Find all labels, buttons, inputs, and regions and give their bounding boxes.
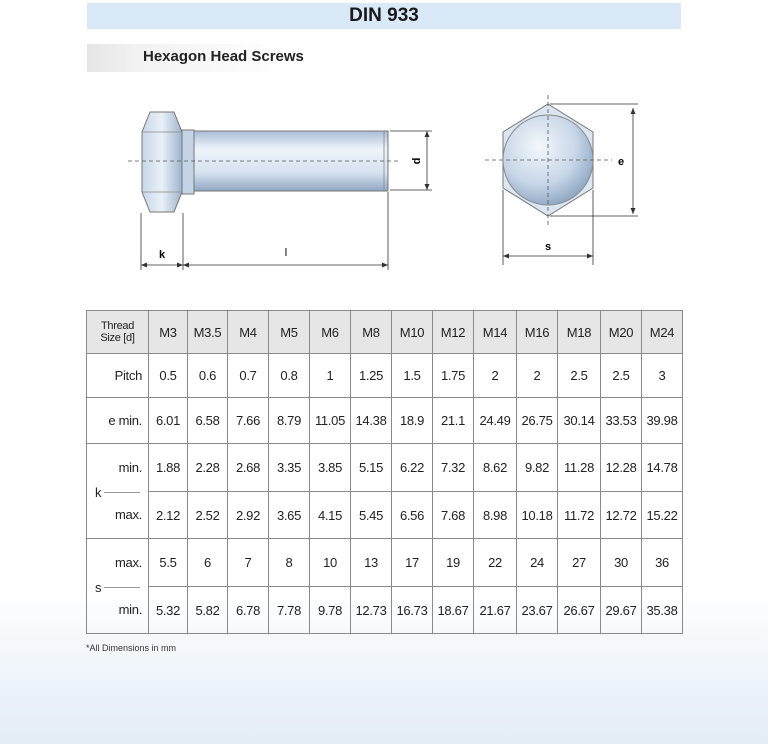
value-cell: 1.88 [149,444,188,492]
page-title: DIN 933 [87,3,681,29]
label-d: d [411,157,423,165]
value-cell: 2.5 [558,354,601,398]
table-row [87,398,683,444]
value-cell: 10.18 [517,492,558,539]
table-row [87,587,683,634]
table-header-row [87,311,683,354]
value-cell: 8.79 [269,398,310,444]
value-cell: 1.25 [351,354,392,398]
value-cell: 27 [558,539,601,587]
row-sublabel: min. [118,460,142,476]
header-size-cell: M3 [149,311,188,354]
row-sublabel: min. [118,602,142,618]
value-cell: 2 [474,354,517,398]
value-cell: 2.12 [149,492,188,539]
value-cell: 6.01 [149,398,188,444]
value-cell: 7.66 [228,398,269,444]
value-cell: 8 [269,539,310,587]
value-cell: 30 [601,539,642,587]
header-label-line1: Thread [100,320,135,332]
value-cell: 4.15 [310,492,351,539]
header-size-cell: M10 [392,311,433,354]
header-size-cell: M8 [351,311,392,354]
value-cell: 6 [188,539,228,587]
value-cell: 12.72 [601,492,642,539]
value-cell: 5.15 [351,444,392,492]
value-cell: 3 [642,354,683,398]
row-sublabel: max. [115,555,142,571]
value-cell: 11.28 [558,444,601,492]
value-cell: 17 [392,539,433,587]
value-cell: 39.98 [642,398,683,444]
value-cell: 0.5 [149,354,188,398]
table-row [87,444,683,492]
value-cell: 13 [351,539,392,587]
value-cell: 26.75 [517,398,558,444]
value-cell: 24.49 [474,398,517,444]
value-cell: 5.32 [149,587,188,634]
row-group-label: s [95,580,104,595]
value-cell: 6.78 [228,587,269,634]
row-label [87,444,149,500]
value-cell: 2 [517,354,558,398]
header-label-line2: Size [d] [100,332,135,344]
row-group-label: k [95,485,104,500]
value-cell: 33.53 [601,398,642,444]
value-cell: 8.98 [474,492,517,539]
label-e: e [617,156,625,168]
value-cell: 8.62 [474,444,517,492]
value-cell: 18.9 [392,398,433,444]
value-cell: 5.45 [351,492,392,539]
header-size-cell: M20 [601,311,642,354]
value-cell: 0.7 [228,354,269,398]
value-cell: 6.22 [392,444,433,492]
value-cell: 2.68 [228,444,269,492]
value-cell: 5.82 [188,587,228,634]
value-cell: 36 [642,539,683,587]
label-l: l [284,247,288,259]
value-cell: 2.28 [188,444,228,492]
value-cell: 0.6 [188,354,228,398]
value-cell: 30.14 [558,398,601,444]
bolt-side-view [128,112,400,212]
value-cell: 3.85 [310,444,351,492]
value-cell: 14.78 [642,444,683,492]
value-cell: 6.56 [392,492,433,539]
header-size-cell: M4 [228,311,269,354]
value-cell: 15.22 [642,492,683,539]
label-k: k [158,249,166,261]
row-label: e min. [87,398,149,444]
value-cell: 11.72 [558,492,601,539]
dimension-table [86,310,683,634]
value-cell: 35.38 [642,587,683,634]
header-size-cell: M12 [433,311,474,354]
header-size-cell: M16 [517,311,558,354]
value-cell: 3.65 [269,492,310,539]
value-cell: 7 [228,539,269,587]
value-cell: 19 [433,539,474,587]
value-cell: 12.73 [351,587,392,634]
value-cell: 22 [474,539,517,587]
value-cell: 26.67 [558,587,601,634]
value-cell: 21.1 [433,398,474,444]
value-cell: 10 [310,539,351,587]
row-label: Pitch [87,354,149,398]
value-cell: 3.35 [269,444,310,492]
value-cell: 7.78 [269,587,310,634]
value-cell: 0.8 [269,354,310,398]
header-size-cell: M14 [474,311,517,354]
value-cell: 5.5 [149,539,188,587]
value-cell: 6.58 [188,398,228,444]
table-row [87,539,683,587]
row-label [87,539,149,595]
footnote: *All Dimensions in mm [86,643,177,653]
header-size-cell: M6 [310,311,351,354]
header-size-cell: M3.5 [188,311,228,354]
value-cell: 2.5 [601,354,642,398]
header-size-cell: M5 [269,311,310,354]
value-cell: 1.75 [433,354,474,398]
value-cell: 11.05 [310,398,351,444]
header-thread-size [87,311,149,354]
value-cell: 16.73 [392,587,433,634]
table-row [87,492,683,539]
value-cell: 21.67 [474,587,517,634]
label-s: s [544,241,552,253]
bolt-diagram [0,0,768,300]
value-cell: 23.67 [517,587,558,634]
table-row [87,354,683,398]
value-cell: 24 [517,539,558,587]
value-cell: 2.92 [228,492,269,539]
value-cell: 12.28 [601,444,642,492]
value-cell: 7.68 [433,492,474,539]
value-cell: 29.67 [601,587,642,634]
row-sublabel: max. [115,507,142,523]
header-size-cell: M18 [558,311,601,354]
header-size-cell: M24 [642,311,683,354]
value-cell: 1.5 [392,354,433,398]
value-cell: 9.82 [517,444,558,492]
value-cell: 7.32 [433,444,474,492]
value-cell: 1 [310,354,351,398]
value-cell: 2.52 [188,492,228,539]
value-cell: 9.78 [310,587,351,634]
value-cell: 18.67 [433,587,474,634]
value-cell: 14.38 [351,398,392,444]
section-heading-text: Hexagon Head Screws [143,48,304,65]
